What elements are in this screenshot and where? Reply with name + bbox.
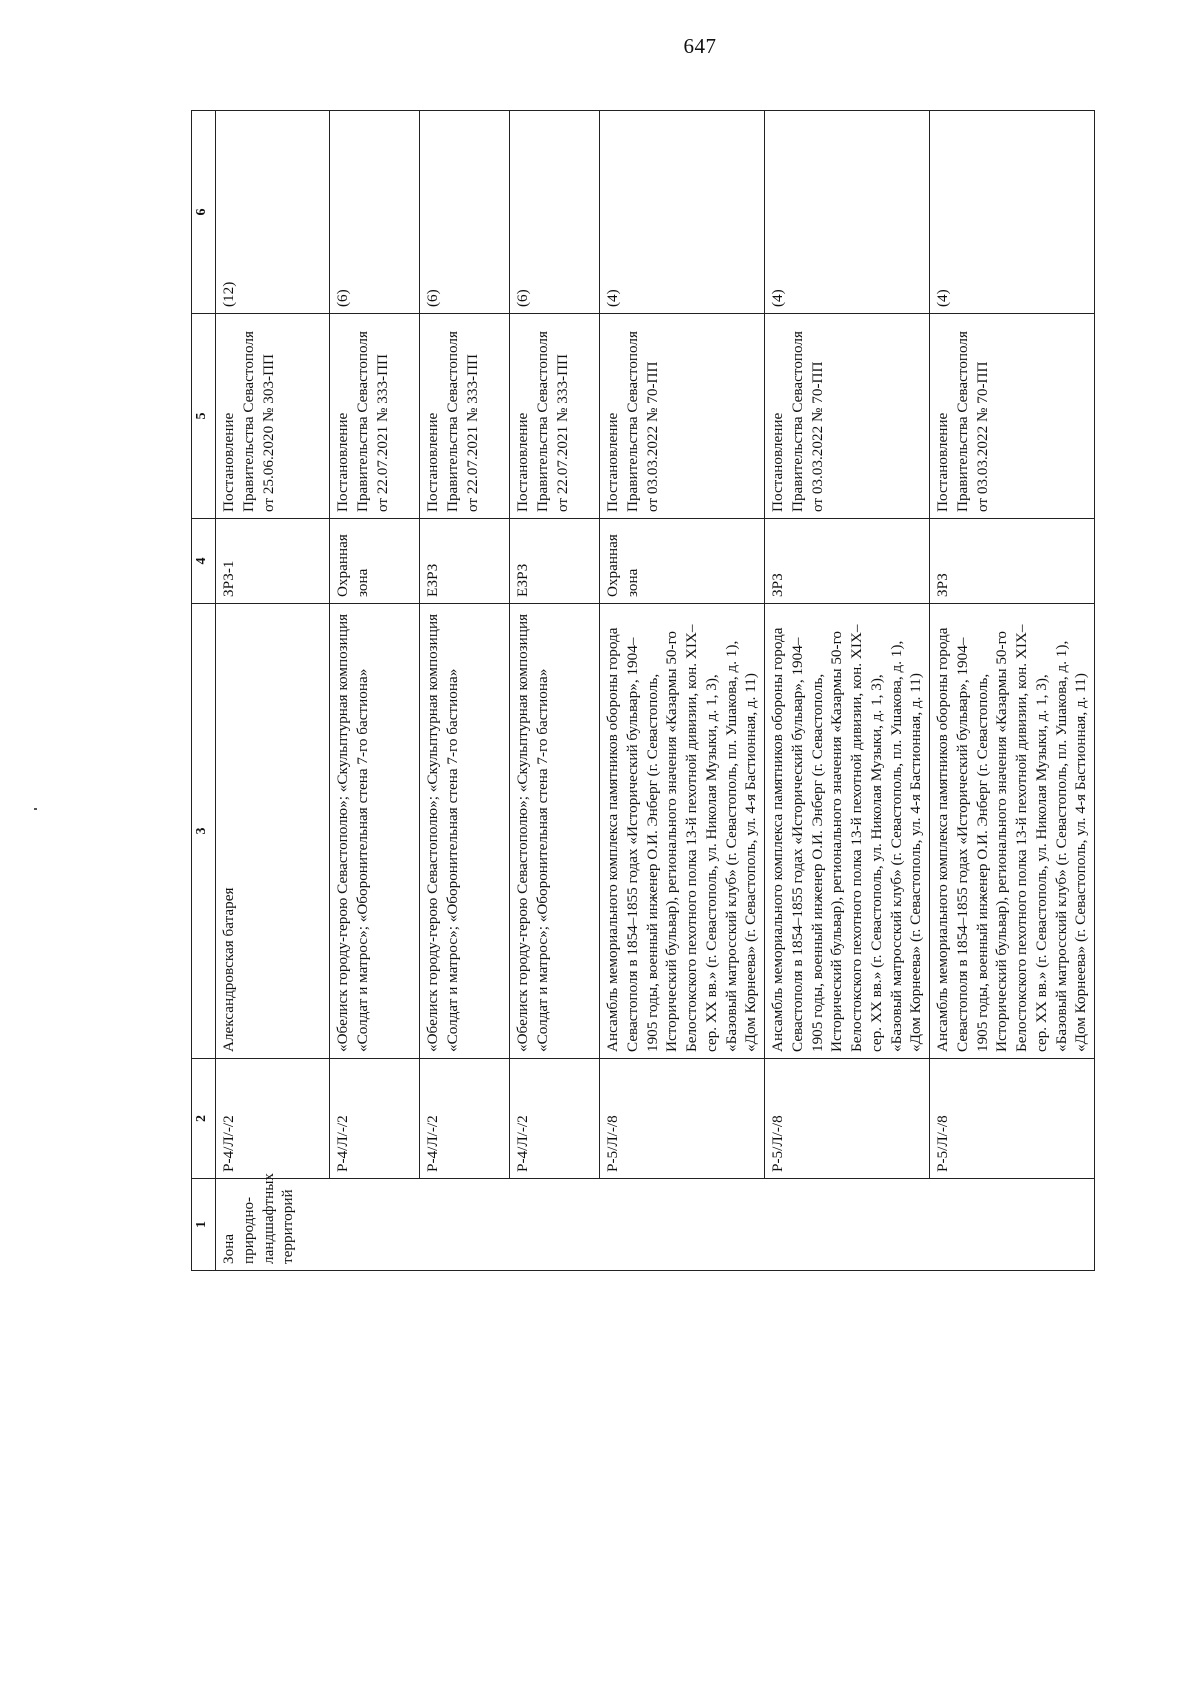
zone-type-cell: ЗРЗ-1	[216, 519, 330, 604]
object-cell: Ансамбль мемориального комплекса памятников обороны города Севастополя в 1854–1855 годах «Исторический бульвар», 1904–1905 годы, военный инженер О.И. Энберг (г. Севастополь, Исторический бульвар), регионального значения «Казармы 50-го Белостокского пехотного полка 13-й пехотной дивизии, кон. XIX–сер. XX вв.» (г. Севастополь, ул. Николая Музыки, д. 1, 3), «Базовый матросский клуб» (г. Севастополь, пл. Ушакова, д. 1), «Дом Корнеева» (г. Севастополь, ул. 4-я Бастионная, д. 11)	[600, 604, 765, 1059]
document-cell: Постановление Правительства Севастополя от 25.06.2020 № 303-ПП	[216, 314, 330, 519]
document-cell: Постановление Правительства Севастополя от 03.03.2022 № 70-ПП	[930, 314, 1095, 519]
header-row	[192, 111, 216, 1271]
object-cell: «Обелиск городу-герою Севастополю»; «Скульптурная композиция «Солдат и матрос»; «Оборонительная стена 7-го бастиона»	[510, 604, 600, 1059]
ref-cell: (6)	[330, 111, 420, 314]
code-cell: Р-5/Л/-/8	[600, 1059, 765, 1179]
header-col-6: 6	[192, 111, 216, 314]
document-cell: Постановление Правительства Севастополя от 22.07.2021 № 333-ПП	[510, 314, 600, 519]
zones-table	[191, 110, 1095, 1271]
object-cell: «Обелиск городу-герою Севастополю»; «Скульптурная композиция «Солдат и матрос»; «Оборонительная стена 7-го бастиона»	[330, 604, 420, 1059]
table-row	[420, 111, 510, 1271]
ref-cell: (4)	[765, 111, 930, 314]
zone-type-cell: ЗРЗ	[930, 519, 1095, 604]
code-cell: Р-5/Л/-/8	[930, 1059, 1095, 1179]
zone-type-cell: ЕЗРЗ	[420, 519, 510, 604]
object-cell: Александровская батарея	[216, 604, 330, 1059]
zone-type-cell: Охранная зона	[330, 519, 420, 604]
object-cell: Ансамбль мемориального комплекса памятников обороны города Севастополя в 1854–1855 годах «Исторический бульвар», 1904–1905 годы, военный инженер О.И. Энберг (г. Севастополь, Исторический бульвар), регионального значения «Казармы 50-го Белостокского пехотного полка 13-й пехотной дивизии, кон. XIX–сер. XX вв.» (г. Севастополь, ул. Николая Музыки, д. 1, 3), «Базовый матросский клуб» (г. Севастополь, пл. Ушакова, д. 1), «Дом Корнеева» (г. Севастополь, ул. 4-я Бастионная, д. 11)	[930, 604, 1095, 1059]
table-row	[510, 111, 600, 1271]
ref-cell: (6)	[420, 111, 510, 314]
ref-cell: (4)	[600, 111, 765, 314]
code-cell: Р-5/Л/-/8	[765, 1059, 930, 1179]
table-row	[216, 111, 330, 1271]
document-cell: Постановление Правительства Севастополя от 03.03.2022 № 70-ПП	[765, 314, 930, 519]
table-row	[600, 111, 765, 1271]
header-col-3: 3	[192, 604, 216, 1059]
scan-speck	[34, 808, 37, 810]
ref-cell: (6)	[510, 111, 600, 314]
rotated-table-container	[191, 111, 1090, 1271]
zone-type-cell: ЗРЗ	[765, 519, 930, 604]
document-cell: Постановление Правительства Севастополя от 22.07.2021 № 333-ПП	[330, 314, 420, 519]
code-cell: Р-4/Л/-/2	[420, 1059, 510, 1179]
object-cell: Ансамбль мемориального комплекса памятников обороны города Севастополя в 1854–1855 годах «Исторический бульвар», 1904–1905 годы, военный инженер О.И. Энберг (г. Севастополь, Исторический бульвар), регионального значения «Казармы 50-го Белостокского пехотного полка 13-й пехотной дивизии, кон. XIX–сер. XX вв.» (г. Севастополь, ул. Николая Музыки, д. 1, 3), «Базовый матросский клуб» (г. Севастополь, пл. Ушакова, д. 1), «Дом Корнеева» (г. Севастополь, ул. 4-я Бастионная, д. 11)	[765, 604, 930, 1059]
document-cell: Постановление Правительства Севастополя от 22.07.2021 № 333-ПП	[420, 314, 510, 519]
table-row	[930, 111, 1095, 1271]
code-cell: Р-4/Л/-/2	[510, 1059, 600, 1179]
header-col-4: 4	[192, 519, 216, 604]
ref-cell: (4)	[930, 111, 1095, 314]
page-number: 647	[683, 34, 717, 58]
header-col-5: 5	[192, 314, 216, 519]
table-row	[765, 111, 930, 1271]
code-cell: Р-4/Л/-/2	[216, 1059, 330, 1179]
code-cell: Р-4/Л/-/2	[330, 1059, 420, 1179]
header-col-2: 2	[192, 1059, 216, 1179]
ref-cell: (12)	[216, 111, 330, 314]
header-col-1: 1	[192, 1179, 216, 1271]
zone-type-cell: ЕЗРЗ	[510, 519, 600, 604]
object-cell: «Обелиск городу-герою Севастополю»; «Скульптурная композиция «Солдат и матрос»; «Оборонительная стена 7-го бастиона»	[420, 604, 510, 1059]
zone-type-cell: Охранная зона	[600, 519, 765, 604]
table-row	[330, 111, 420, 1271]
document-cell: Постановление Правительства Севастополя от 03.03.2022 № 70-ПП	[600, 314, 765, 519]
zone-name-cell: Зона природно-ландшафтных территорий	[216, 1179, 1095, 1271]
